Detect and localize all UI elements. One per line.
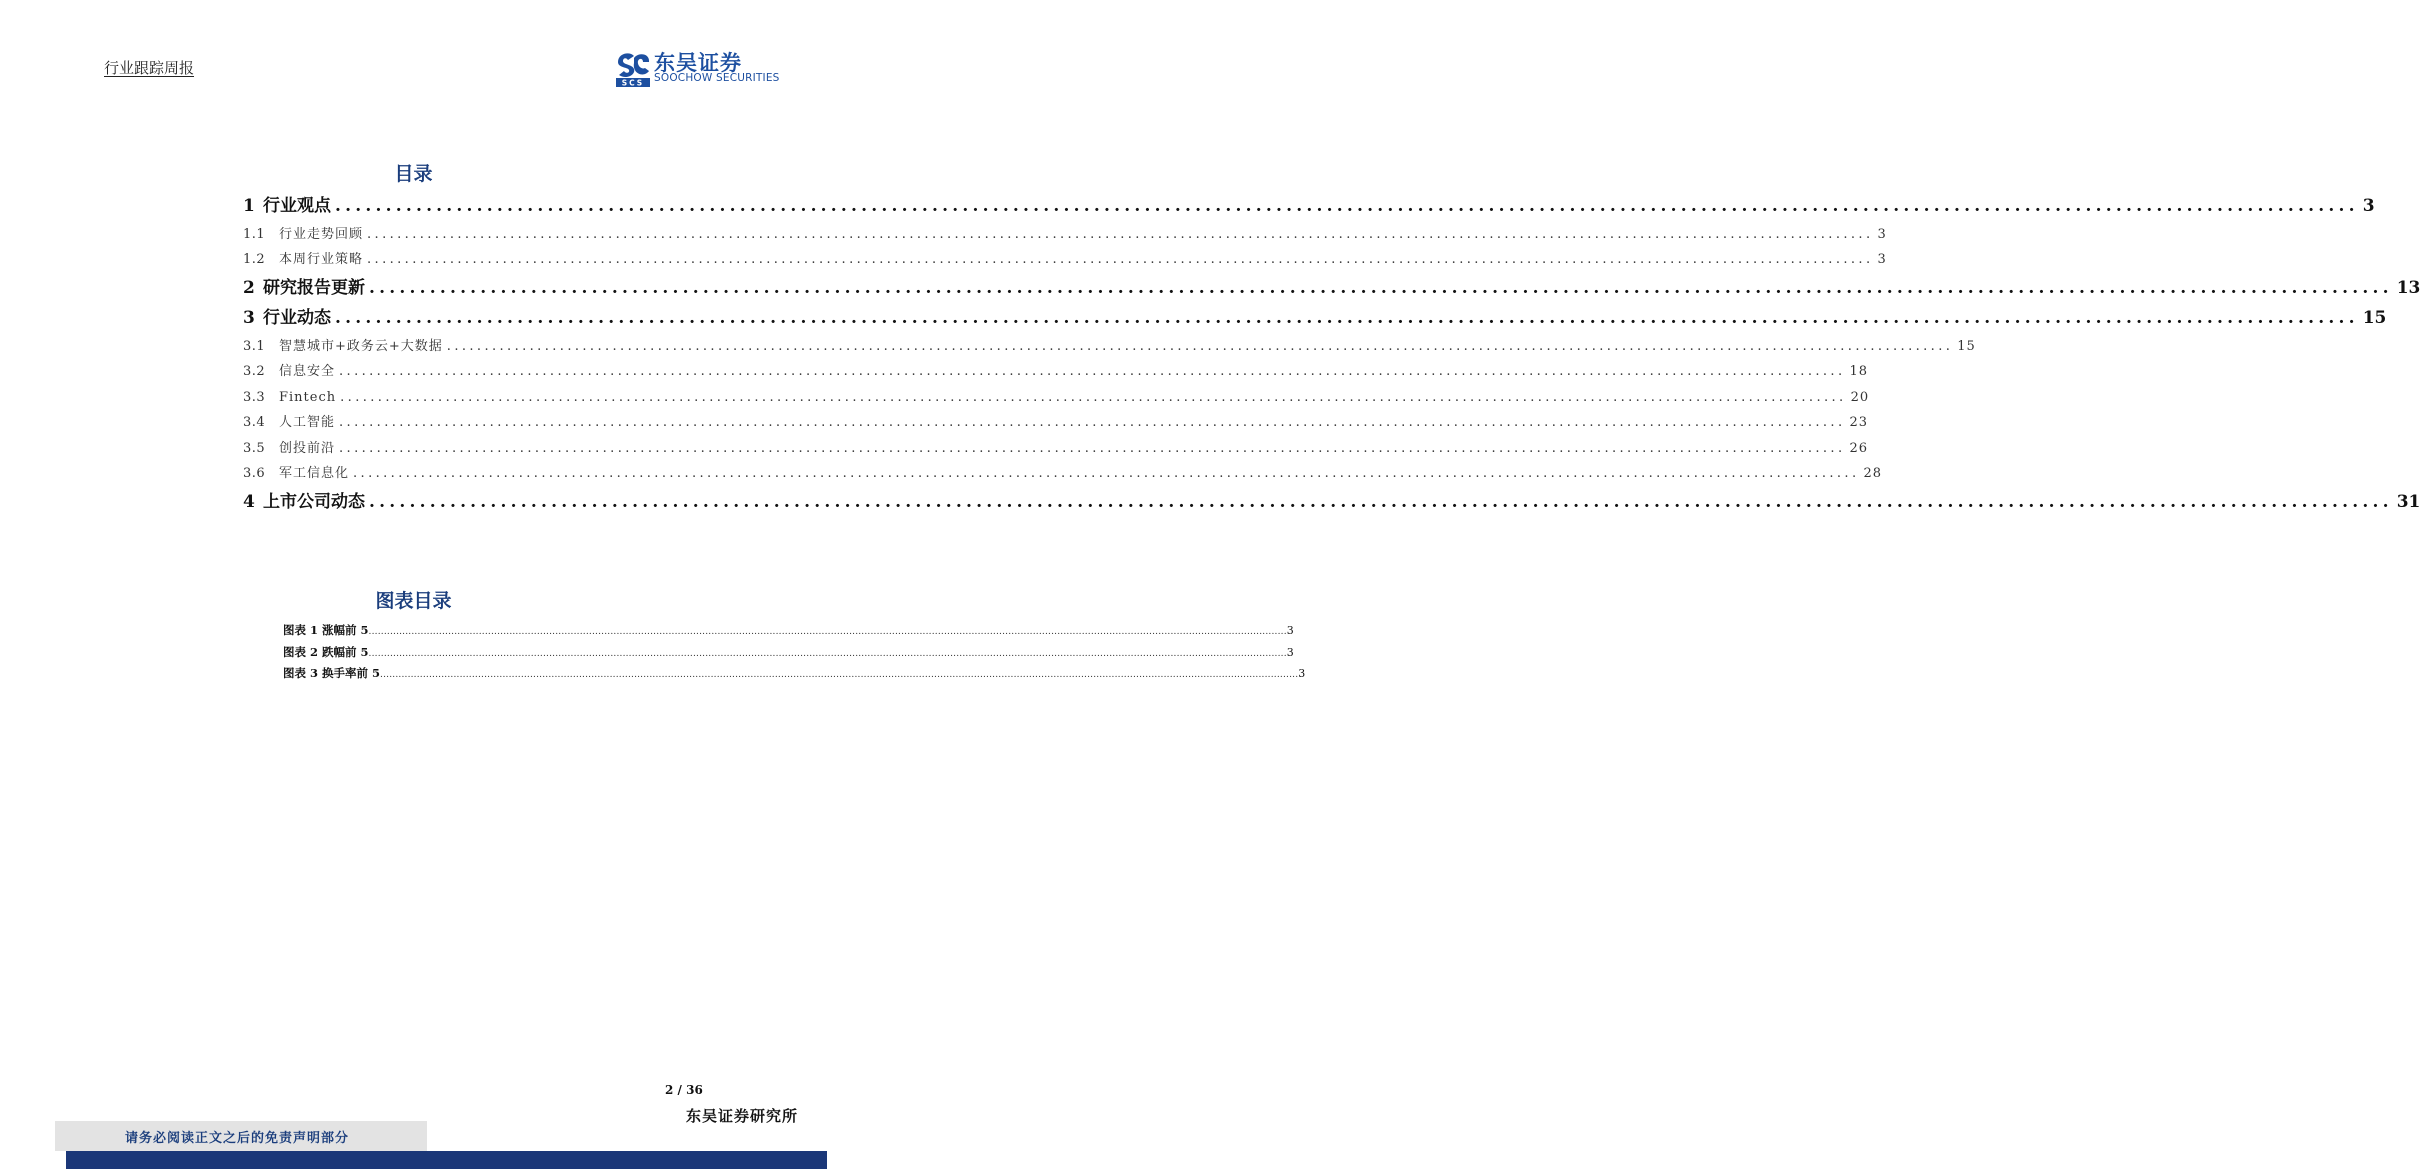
report-type-label: 行业跟踪周报 <box>104 59 195 77</box>
toc-entry[interactable] <box>243 461 1883 487</box>
toc-entry-title: 信息安全 <box>279 364 336 379</box>
toc-entry[interactable] <box>243 436 1869 462</box>
toc-entry-title: Fintech <box>279 389 337 405</box>
toc-entry[interactable] <box>243 359 1869 385</box>
toc-entry[interactable] <box>243 410 1869 436</box>
toc-leader-dots: ........................................................................................................................................................................................................ <box>340 389 1847 405</box>
svg-text:SCS: SCS <box>621 78 645 88</box>
toc-entry-title: 创投前沿 <box>279 440 336 456</box>
figure-entry-title: 图表 1 涨幅前 5 <box>283 623 369 637</box>
toc-entry-title: 行业观点 <box>263 196 331 216</box>
toc-entry[interactable] <box>243 222 1887 248</box>
scs-logo-icon <box>614 48 652 88</box>
toc-entry[interactable] <box>243 487 2420 518</box>
firm-name: 东吴证券研究所 <box>686 1107 799 1125</box>
figure-leader-dots: ............................................................................................................................................................................................................................................................................................................ <box>380 670 1299 680</box>
toc-leader-dots: ........................................................................................................................................................................................................ <box>369 277 2393 298</box>
toc-entry-title: 研究报告更新 <box>263 277 365 298</box>
toc-entry-number: 3.2 <box>243 364 266 379</box>
footer-bar <box>66 1151 827 1169</box>
toc-entry-title: 上市公司动态 <box>263 491 365 512</box>
company-logo <box>614 48 780 88</box>
figure-entry-title: 图表 2 跌幅前 5 <box>283 644 369 659</box>
disclaimer-text: 请务必阅读正文之后的免责声明部分 <box>125 1131 350 1146</box>
toc-entry-number: 1 <box>243 196 255 216</box>
toc-entry-number: 3 <box>243 308 255 328</box>
toc-entry[interactable] <box>243 247 1887 273</box>
toc-entry-page: 3 <box>2362 196 2375 216</box>
figure-entry[interactable] <box>283 620 1294 642</box>
figure-leader-dots: ............................................................................................................................................................................................................................................................................................................ <box>368 627 1287 637</box>
figure-entry-page: 3 <box>1286 645 1294 659</box>
figure-entry-page: 3 <box>1286 624 1294 637</box>
toc-entry-number: 1.1 <box>243 226 266 242</box>
table-of-contents <box>243 191 2420 517</box>
toc-entry-page: 28 <box>1863 466 1883 481</box>
logo-name-cn: 东吴证券 <box>654 51 742 75</box>
toc-entry-page: 15 <box>2362 308 2387 328</box>
toc-entry-number: 3.4 <box>243 415 266 430</box>
toc-leader-dots: ........................................................................................................................................................................................................ <box>367 226 1874 242</box>
toc-entry-page: 13 <box>2396 277 2420 298</box>
figure-entry-page: 3 <box>1298 667 1306 680</box>
toc-leader-dots: ........................................................................................................................................................................................................ <box>353 466 1860 481</box>
toc-entry-page: 15 <box>1957 338 1976 354</box>
toc-entry-page: 20 <box>1850 389 1870 405</box>
toc-entry-page: 3 <box>1877 226 1887 242</box>
toc-entry[interactable] <box>243 273 2420 304</box>
toc-entry-title: 人工智能 <box>279 415 336 430</box>
toc-entry-page: 31 <box>2396 491 2420 512</box>
toc-leader-dots: ........................................................................................................................................................................................................ <box>369 491 2393 512</box>
toc-entry-number: 3.6 <box>243 466 266 481</box>
figure-list-heading: 图表目录 <box>375 590 452 612</box>
toc-entry-page: 26 <box>1849 440 1869 456</box>
toc-entry[interactable] <box>243 191 2375 222</box>
toc-entry-title: 行业走势回顾 <box>279 226 364 242</box>
toc-leader-dots: ........................................................................................................................................................................................................ <box>335 308 2359 328</box>
figure-entry[interactable] <box>283 642 1294 664</box>
figure-list <box>283 620 1306 685</box>
toc-entry-title: 智慧城市+政务云+大数据 <box>279 338 443 354</box>
toc-entry-number: 1.2 <box>243 252 266 267</box>
toc-entry-number: 2 <box>243 277 255 298</box>
toc-entry-page: 18 <box>1849 364 1869 379</box>
toc-entry-page: 3 <box>1877 252 1887 267</box>
toc-leader-dots: ........................................................................................................................................................................................................ <box>339 364 1846 379</box>
toc-leader-dots: ........................................................................................................................................................................................................ <box>335 196 2359 216</box>
figure-leader-dots: ............................................................................................................................................................................................................................................................................................................ <box>368 648 1287 659</box>
toc-leader-dots: ........................................................................................................................................................................................................ <box>339 415 1846 430</box>
toc-entry-number: 3.1 <box>243 338 266 354</box>
toc-entry[interactable] <box>243 303 2387 334</box>
toc-entry[interactable] <box>243 334 1976 360</box>
figure-entry[interactable] <box>283 663 1306 685</box>
toc-entry-page: 23 <box>1849 415 1869 430</box>
toc-entry-number: 3.3 <box>243 389 266 405</box>
figure-entry-title: 图表 3 换手率前 5 <box>283 666 381 680</box>
toc-entry-number: 3.5 <box>243 440 266 456</box>
toc-entry-title: 军工信息化 <box>279 466 350 481</box>
logo-name-en: SOOCHOW SECURITIES <box>654 72 780 84</box>
toc-entry-title: 本周行业策略 <box>279 252 364 267</box>
toc-leader-dots: ........................................................................................................................................................................................................ <box>367 252 1874 267</box>
toc-heading: 目录 <box>394 163 433 185</box>
page-indicator: 2 / 36 <box>665 1083 703 1097</box>
toc-entry-number: 4 <box>243 491 255 512</box>
toc-entry[interactable] <box>243 385 1870 411</box>
toc-entry-title: 行业动态 <box>263 308 331 328</box>
toc-leader-dots: ........................................................................................................................................................................................................ <box>339 440 1846 456</box>
toc-leader-dots: ........................................................................................................................................................................................................ <box>446 338 1954 354</box>
